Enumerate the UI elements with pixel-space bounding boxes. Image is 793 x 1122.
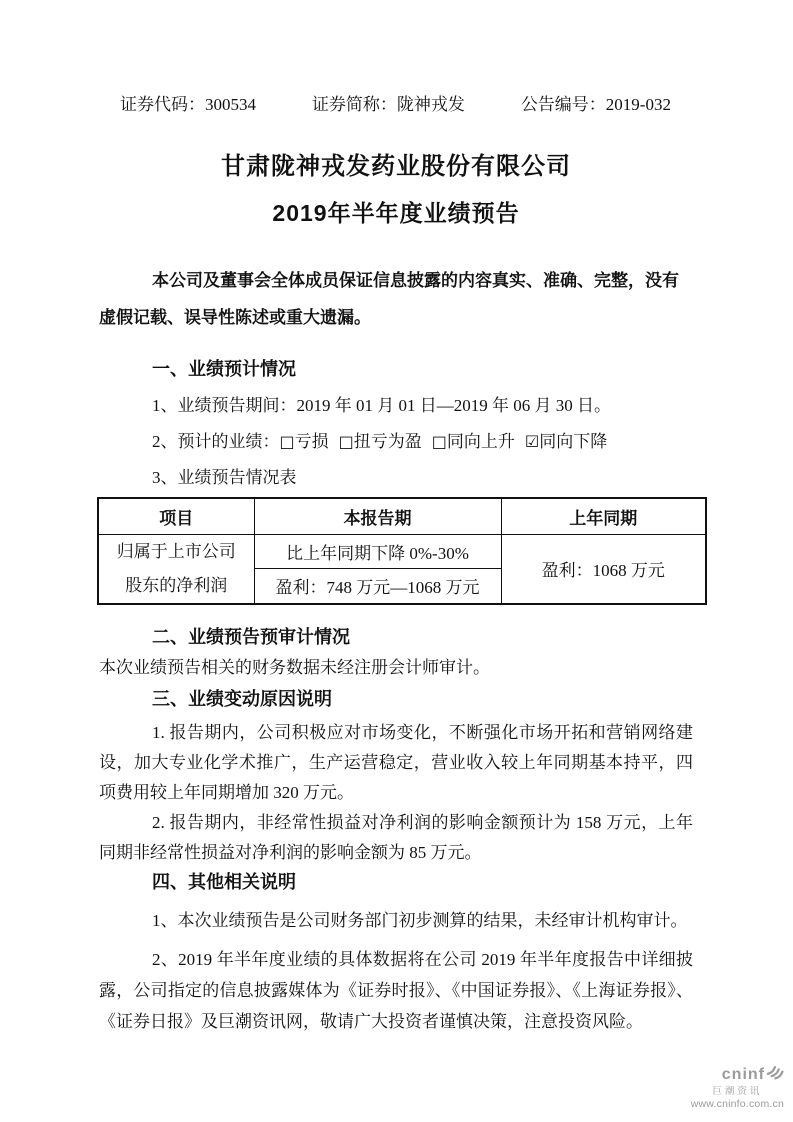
checkbox-unchecked-icon: □ (279, 432, 295, 451)
performance-forecast-table (97, 497, 707, 605)
checkbox-unchecked-icon: □ (338, 432, 354, 451)
table-cell-net-profit-item (98, 534, 254, 604)
forecast-type-line (152, 431, 693, 453)
cninfo-url: www.cninfo.com.cn (690, 1098, 784, 1111)
change-reason-paragraph-2: 2. 报告期内，非经常性损益对净利润的影响金额预计为 158 万元，上年同期非经常性损益对净利润的影响金额为 85 万元。 (99, 812, 693, 862)
checkbox-unchecked-icon: □ (431, 432, 447, 451)
other-note-paragraph-2: 2、2019 年半年度业绩的具体数据将在公司 2019 年半年度报告中详细披露，公司指定的信息披露媒体为《证券时报》、《中国证券报》、《上海证券报》、《证券日报》及巨潮资讯网，敬请广大投资者谨慎决策，注意投资风险。 (99, 949, 693, 1031)
stock-code: 证券代码：300534 (120, 95, 256, 114)
checkbox-option-same-direction-down (525, 432, 607, 451)
stock-short-name: 证券简称：陇神戎发 (311, 95, 465, 114)
forecast-type-label: 2、预计的业绩： (152, 432, 280, 451)
announcement-number: 公告编号：2019-032 (520, 95, 671, 114)
document-subtitle: 2019年半年度业绩预告 (272, 200, 520, 226)
checkbox-option-turn-to-profit (339, 432, 422, 451)
table-cell-current-profit: 盈利：748 万元—1068 万元 (254, 569, 501, 604)
table-header-prior-period: 上年同期 (501, 498, 706, 534)
table-cell-prior-profit: 盈利：1068 万元 (501, 534, 706, 604)
cninfo-chinese-name: 巨潮资讯 (712, 1086, 763, 1098)
checkbox-option-label: 扭亏为盈 (353, 432, 422, 451)
table-header-row (98, 498, 706, 534)
section-3-heading: 三、业绩变动原因说明 (152, 688, 332, 709)
checkbox-option-same-direction-up (432, 432, 515, 451)
net-profit-item-line1: 归属于上市公司 (116, 541, 236, 561)
cninfo-brand-text: cninf (721, 1065, 765, 1083)
checkbox-option-label: 亏损 (294, 432, 329, 451)
document-header-line (120, 94, 671, 116)
other-note-paragraph-1: 1、本次业绩预告是公司财务部门初步测算的结果，未经审计机构审计。 (152, 910, 688, 930)
cninfo-brand-row (691, 1063, 784, 1086)
cninfo-logo (691, 1063, 784, 1111)
pre-audit-statement: 本次业绩预告相关的财务数据未经注册会计师审计。 (99, 657, 490, 677)
section-4-heading: 四、其他相关说明 (152, 871, 296, 892)
section-1-heading: 一、业绩预计情况 (152, 359, 296, 379)
section-2-heading: 二、业绩预告预审计情况 (152, 626, 350, 647)
table-header-item: 项目 (98, 498, 254, 534)
table-header-current-period: 本报告期 (254, 498, 501, 534)
forecast-period-line: 1、业绩预告期间：2019 年 01 月 01 日—2019 年 06 月 30 日。 (152, 396, 611, 415)
board-declaration: 本公司及董事会全体成员保证信息披露的内容真实、准确、完整，没有虚假记载、误导性陈述或重大遗漏。 (99, 271, 679, 327)
checkbox-option-label: 同向上升 (446, 432, 515, 451)
table-cell-current-change: 比上年同期下降 0%-30% (254, 534, 501, 569)
cninfo-swirl-icon (765, 1063, 784, 1086)
change-reason-paragraph-1: 1. 报告期内，公司积极应对市场变化，不断强化市场开拓和营销网络建设，加大专业化学术推广，生产运营稳定，营业收入较上年同期基本持平，四项费用较上年同期增加 320 万元。 (99, 722, 693, 802)
table-row (98, 534, 706, 569)
net-profit-item-line2: 股东的净利润 (125, 575, 228, 595)
checkbox-option-label: 同向下降 (539, 432, 608, 451)
checkbox-checked-icon: ☑ (524, 432, 540, 451)
forecast-table-caption: 3、业绩预告情况表 (152, 468, 297, 487)
checkbox-option-loss (280, 432, 329, 451)
company-title: 甘肃陇神戎发药业股份有限公司 (221, 153, 571, 180)
